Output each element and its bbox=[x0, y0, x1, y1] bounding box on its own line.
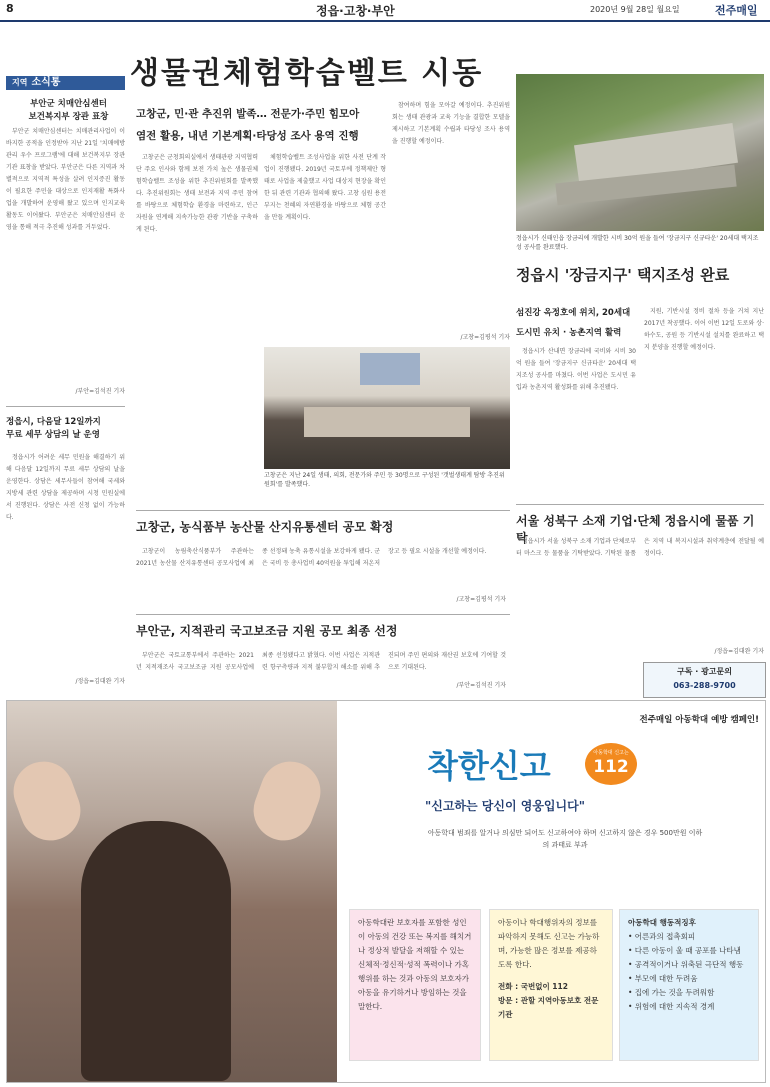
subscription-title: 구독 · 광고문의 bbox=[677, 667, 732, 676]
news1-title bbox=[12, 98, 125, 124]
right-body-2 bbox=[644, 306, 764, 501]
box2-text bbox=[490, 910, 612, 1028]
sidebar-tag bbox=[6, 76, 125, 90]
subscription-phone: 063-288-9700 bbox=[673, 681, 736, 690]
divider bbox=[6, 406, 125, 407]
hand-left bbox=[5, 753, 89, 849]
ad-logo: 착한신고 bbox=[427, 747, 551, 785]
right-body-2-text: 지원, 기반시설 정비 절차 등을 거쳐 지난 2017년 착공했다. 이어 이번 12일 도로와 상·하수도, 공원 등 기반시설 설치를 완료하고 택지 분양을 진행할 예정이다. bbox=[644, 308, 764, 351]
main-subhead-1: 고창군, 민·관 추진위 발족… 전문가·주민 힘모아 bbox=[136, 108, 360, 120]
main-subhead-2: 염전 활용, 내년 기본계획·타당성 조사 용역 진행 bbox=[136, 130, 359, 142]
page-number: 8 bbox=[6, 2, 14, 15]
box2-phone: 전화 : 국번없이 112 bbox=[498, 982, 568, 991]
box3-title: 아동학대 행동적징후 bbox=[628, 918, 696, 927]
divider bbox=[136, 614, 510, 615]
main-col-1 bbox=[136, 152, 258, 502]
main-col-2-text: 체험학습벨트 조성사업을 위한 사전 단계 작업이 진행됐다. 2019년 국토부에 정책제안 형태로 사업을 제출했고 사업 대상지 현장을 확인한 뒤 관련 기관과 협의해 왔다. 고창 심원 용전 부지는 천혜의 자연환경을 바탕으로 체험 공간을 만들 계획이다. bbox=[264, 154, 386, 221]
hand-right bbox=[245, 753, 329, 849]
divider bbox=[516, 504, 764, 505]
right-subhead-1: 섬진강 옥정호에 위치, 20세대 bbox=[516, 308, 631, 318]
tag-title: 소식통 bbox=[31, 77, 61, 88]
ad-campaign: 전주매일 아동학대 예방 캠페인! bbox=[639, 715, 759, 725]
ad-photo bbox=[7, 701, 337, 1082]
ad-intro: 아동학대 범죄를 알거나 의심만 되어도 신고하여야 하며 신고하지 않은 경우 500만원 이하의 과태료 부과 bbox=[427, 829, 703, 849]
news1-title-line2: 보건복지부 장관 표창 bbox=[28, 112, 109, 122]
meeting-table bbox=[304, 407, 470, 437]
news1-byline: /부안=김석진 기자 bbox=[75, 388, 125, 395]
meeting-photo bbox=[264, 347, 510, 469]
box3-text bbox=[620, 910, 758, 1020]
news2-byline: /정읍=김대완 기자 bbox=[75, 678, 125, 685]
badge-number: 112 bbox=[593, 757, 629, 777]
story2-text: 고창군이 농림축산식품부가 주관하는 2021년 농산물 산지유통센터 공모사업에 최종 선정돼 농축 유통시설을 보강하게 됐다. 군은 국비 등 총사업비 40억원을 투입해 저온저장고 등 필요 시설을 개선할 예정이다. bbox=[136, 548, 487, 567]
ad-box-signs bbox=[619, 909, 759, 1061]
main-col-3 bbox=[392, 100, 510, 330]
box1-text bbox=[350, 910, 480, 1020]
housing-photo-caption: 정읍시가 신태인읍 장금리에 개발한 시비 30억 원을 들여 '장금지구 신규타운' 20세대 택지조성 공사를 완료했다. bbox=[516, 235, 759, 251]
news1-text: 부안군 치매안심센터는 치매관리사업이 이바지한 공적을 인정받아 지난 21일 '치매예방관리 우수 프로그램'에 대해 보건복지부 장관 기관 표창을 받았다. 부안군은 다른 지역과 차별적으로 지역적 특성을 살려 인지증진 활동이 필요한 주민을 대상으로 인지재활 특화사업을 개발하여 운영해 왔고 있으며 인지교육 활동도 이어왔다. 부안군은 치매안심센터 운영을 통해 적극 추진해 성과를 거두었다. bbox=[6, 128, 125, 231]
box2-body: 아동이나 학대행위자의 정보를 파악하지 못해도 신고는 가능하며, 가능한 많은 정보를 제공하도록 한다. bbox=[498, 918, 600, 969]
child-abuse-ad bbox=[6, 700, 766, 1083]
donation-byline: /정읍=김대완 기자 bbox=[714, 648, 764, 655]
story3-text: 부안군은 국토교통부에서 주관하는 2021년 지적재조사 국고보조금 지원 공모사업에 최종 선정됐다고 밝혔다. 이번 사업은 지적관련 항구측량과 지적 불부합지 해소를 위해 추진되며 주민 편의와 재산권 보호에 기여할 것으로 기대된다. bbox=[136, 652, 506, 671]
ad-slogan: "신고하는 당신이 영웅입니다" bbox=[425, 799, 585, 813]
ad-badge-112 bbox=[585, 743, 637, 785]
donation-text: 정읍시가 서울 성북구 소재 기업과 단체로부터 마스크 등 물품을 기탁받았다. 기탁된 물품은 지역 내 복지시설과 취약계층에 전달될 예정이다. bbox=[516, 538, 764, 557]
main-headline: 생물권체험학습벨트 시동 bbox=[130, 56, 484, 91]
projection-screen bbox=[360, 353, 420, 385]
right-headline: 정읍시 '장금지구' 택지조성 완료 bbox=[516, 266, 730, 284]
donation-body bbox=[516, 536, 764, 654]
sign-item: • 공격적이거나 위축된 극단적 행동 bbox=[628, 960, 744, 969]
right-body-1-text: 정읍시가 산내면 장금리에 국비와 시비 30억 원을 들여 '장금지구 신규타운' 20세대 택지조성 공사를 마쳤다. 이번 사업은 도시민 유입과 농촌지역 활성화를 위해 추진됐다. bbox=[516, 348, 636, 391]
news2-title-line2: 무료 세무 상담의 날 운영 bbox=[6, 430, 100, 440]
sign-item: • 다른 아동이 울 때 공포를 나타냄 bbox=[628, 946, 741, 955]
right-subhead-2: 도시민 유치 · 농촌지역 활력 bbox=[516, 328, 622, 338]
newspaper-name: 전주매일 bbox=[715, 4, 758, 17]
story2-headline: 고창군, 농식품부 농산물 산지유통센터 공모 확정 bbox=[136, 520, 394, 534]
page-header bbox=[0, 0, 770, 22]
news2-text: 정읍시가 어려운 세무 민원을 해결하기 위해 다음달 12일까지 무료 세무 상담의 날을 운영한다. 상담은 세무사들이 참여해 국세와 지방세 관련 상담을 제공하며 시청 민원실에서 진행된다. 상담은 사전 신청 없이 가능하다. bbox=[6, 454, 125, 521]
subscription-box[interactable] bbox=[643, 662, 766, 698]
ad-box-definition bbox=[349, 909, 481, 1061]
sidebar-news bbox=[6, 76, 125, 694]
sign-item: • 부모에 대한 두려움 bbox=[628, 974, 698, 983]
sign-item: • 어른과의 접촉회피 bbox=[628, 932, 696, 941]
box1-body: 아동학대란 보호자를 포함한 성인이 아동의 건강 또는 복지를 해치거나 정상적 발달을 저해할 수 있는 신체적·정신적·성적 폭력이나 가혹행위를 하는 것과 아동의 보호자가 아동을 유기하거나 방임하는 것을 말한다. bbox=[358, 918, 472, 1011]
housing-site-photo bbox=[516, 74, 764, 231]
news2-title-line1: 정읍시, 다음달 12일까지 bbox=[6, 417, 101, 427]
story2-byline: /고창=김평석 기자 bbox=[456, 596, 506, 603]
divider bbox=[136, 510, 510, 511]
sign-item: • 집에 가는 것을 두려워함 bbox=[628, 988, 715, 997]
main-col-3-byline: /고창=김평석 기자 bbox=[460, 334, 510, 341]
main-col-2 bbox=[264, 152, 386, 342]
news1-title-line1: 부안군 치매안심센터 bbox=[30, 99, 107, 109]
tag-label: 지역 bbox=[12, 78, 28, 87]
person-figure bbox=[81, 821, 231, 1081]
main-col-3-text: 참여하며 힘을 모아갈 예정이다. 추진위원회는 생태 관광과 교육 기능을 결합한 모델을 제시하고 기본계획 수립과 타당성 조사 용역을 진행할 예정이다. bbox=[392, 102, 510, 145]
news2-title bbox=[6, 416, 119, 442]
badge-small: 아동학대 신고는 bbox=[593, 750, 629, 756]
box2-visit: 방문 : 관할 지역아동보호 전문기관 bbox=[498, 996, 599, 1019]
donation-headline: 서울 성북구 소재 기업·단체 정읍시에 물품 기탁 bbox=[516, 514, 755, 545]
story3-headline: 부안군, 지적관리 국고보조금 지원 공모 최종 선정 bbox=[136, 624, 398, 638]
story3-byline: /부안=김석진 기자 bbox=[456, 682, 506, 689]
box3-list bbox=[628, 930, 750, 1014]
right-body-1 bbox=[516, 346, 636, 501]
ad-box-report bbox=[489, 909, 613, 1061]
news2-body bbox=[6, 452, 125, 672]
main-col-1-text: 고창군은 군청회의실에서 생태관광 지역협력단 주요 인사와 함께 보전 가치 높은 생물권체험학습벨트 조성을 위한 추진위원회를 발족했다. 추진위원회는 생태 보전과 지역 주민 참여를 바탕으로 체험학습 환경을 마련하고, 인근 자원을 연계해 지속가능한 관광 기반을 구축하게 된다. bbox=[136, 154, 258, 233]
section-title: 정읍·고창·부안 bbox=[316, 4, 395, 18]
meeting-photo-caption: 고창군은 지난 24일 생태, 의회, 전문가와 주민 등 30명으로 구성된 '갯벌생태계 탐방 추진위원회'를 발족했다. bbox=[264, 472, 505, 488]
sign-item: • 위험에 대한 지속적 경계 bbox=[628, 1002, 715, 1011]
news1-body bbox=[6, 126, 125, 426]
issue-date: 2020년 9월 28일 월요일 bbox=[590, 5, 680, 14]
